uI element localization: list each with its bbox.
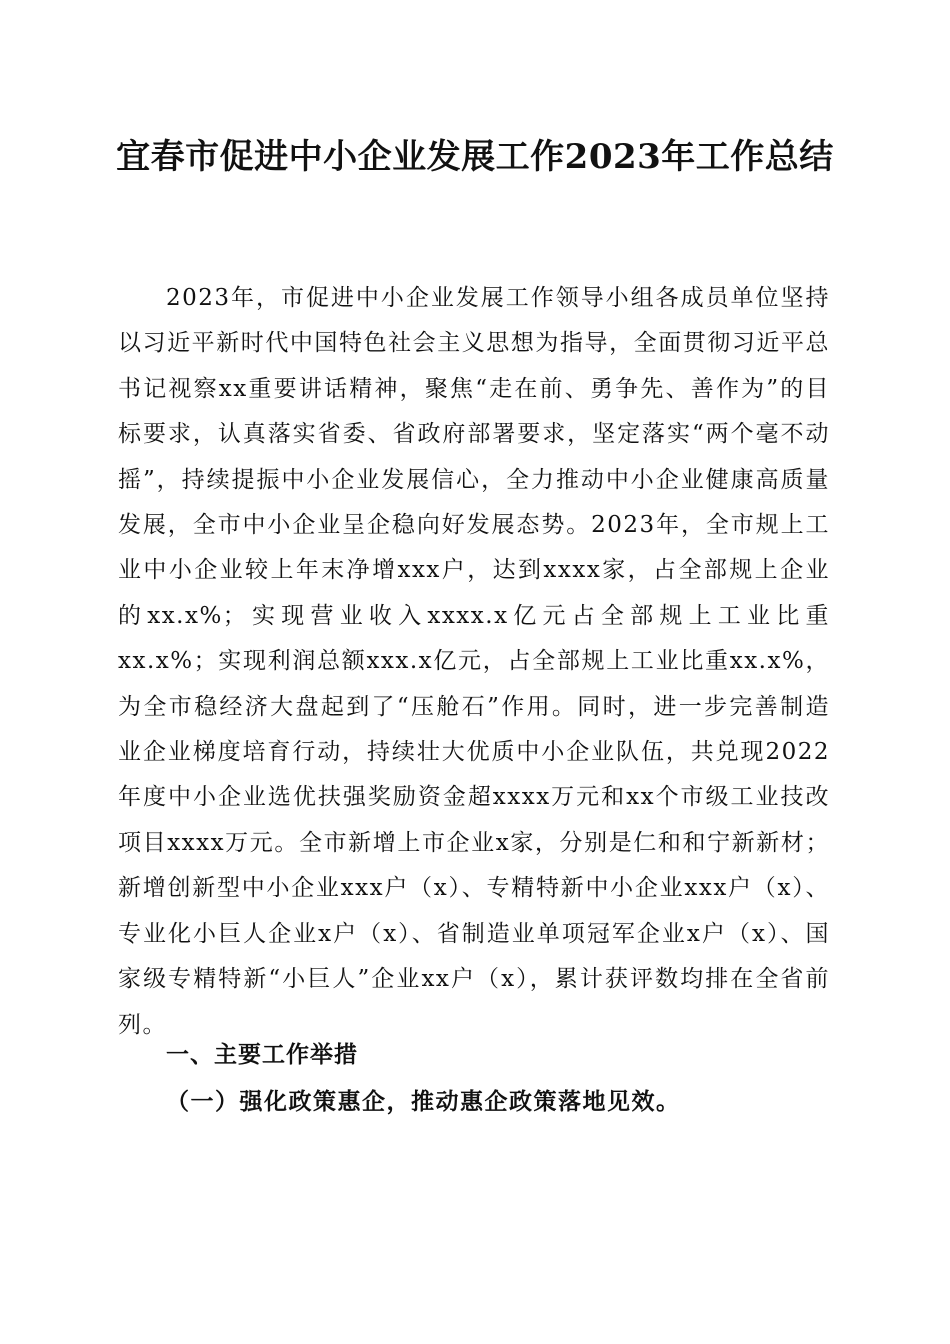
section-heading: 一、主要工作举措 (166, 1042, 358, 1068)
subsection-heading: （一）强化政策惠企，推动惠企政策落地见效。 (166, 1088, 681, 1115)
body-paragraph: 2023年，市促进中小企业发展工作领导小组各成员单位坚持以习近平新时代中国特色社会主义思想为指导，全面贯彻习近平总书记视察xx重要讲话精神，聚焦“走在前、勇争先、善作为”的目标要求，认真落实省委、省政府部署要求，坚定落实“两个毫不动摇”，持续提振中小企业发展信心，全力推动中小企业健康高质量发展，全市中小企业呈企稳向好发展态势。2023年，全市规上工业中小企业较上年末净增xxx户，达到xxxx家，占全部规上企业的xx.x%；实现营业收入xxxx.x亿元占全部规上工业比重xx.x%；实现利润总额xxx.x亿元，占全部规上工业比重xx.x%，为全市稳经济大盘起到了“压舱石”作用。同时，进一步完善制造业企业梯度培育行动，持续壮大优质中小企业队伍，共兑现2022年度中小企业选优扶强奖励资金超xxxx万元和xx个市级工业技改项目xxxx万元。全市新增上市企业x家，分别是仁和和宁新新材；新增创新型中小企业xxx户（x）、专精特新中小企业xxx户（x）、专业化小巨人企业x户（x）、省制造业单项冠军企业x户（x）、国家级专精特新“小巨人”企业xx户（x），累计获评数均排在全省前列。 (118, 285, 830, 1038)
document-title: 宜春市促进中小企业发展工作2023年工作总结 (116, 137, 834, 177)
